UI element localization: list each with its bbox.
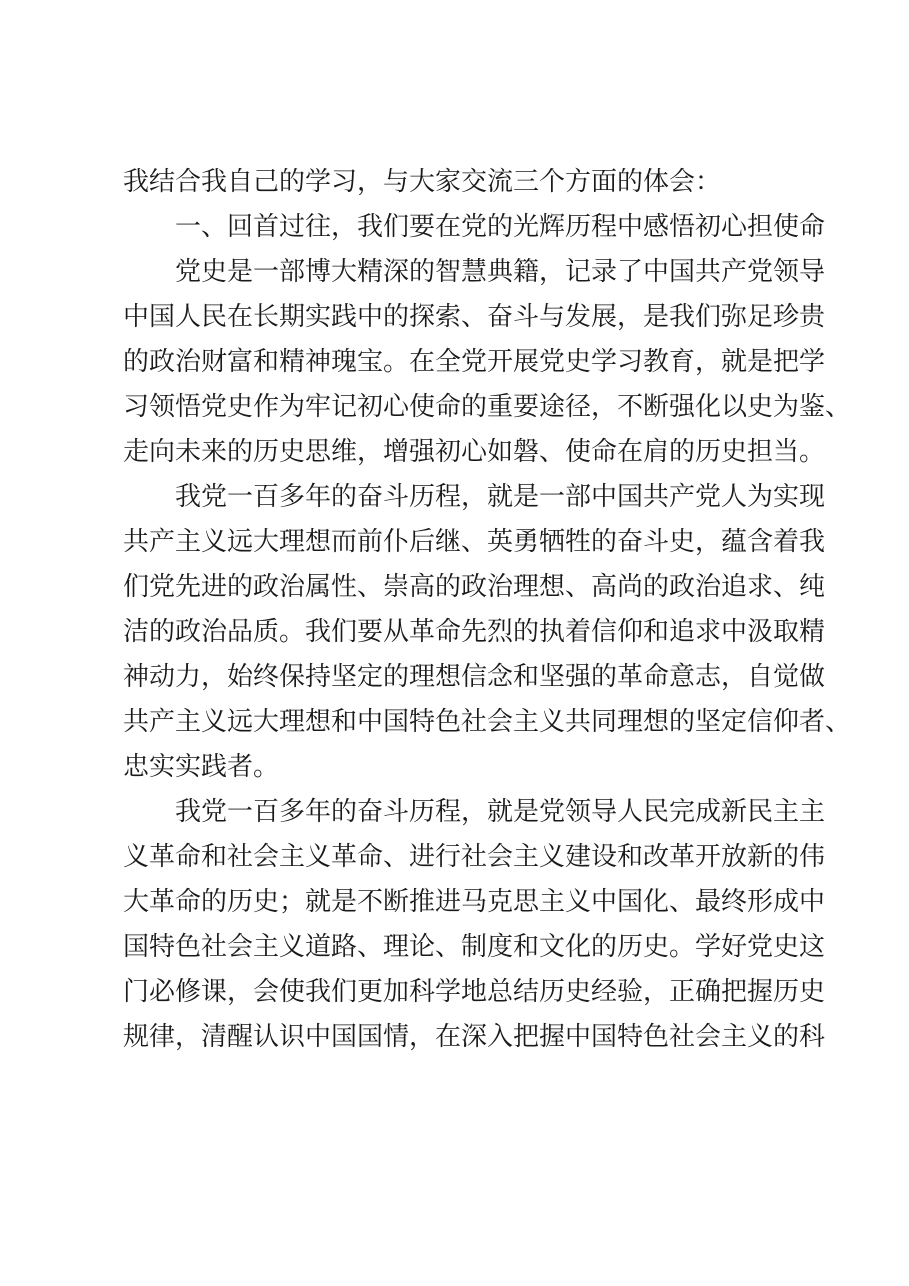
paragraph-line: 们党先进的政治属性、崇高的政治理想、高尚的政治追求、纯 [123,572,826,602]
paragraph-line: 规律，清醒认识中国国情，在深入把握中国特色社会主义的科 [123,1022,826,1052]
paragraph-line: 习领悟党史作为牢记初心使命的重要途径，不断强化以史为鉴、 [123,392,852,422]
paragraph-line: 我党一百多年的奋斗历程，就是党领导人民完成新民主主 [175,797,826,827]
paragraph-line: 共产主义远大理想而前仆后继、英勇牺牲的奋斗史，蕴含着我 [123,527,826,557]
paragraph-line: 我党一百多年的奋斗历程，就是一部中国共产党人为实现 [175,482,826,512]
paragraph-line: 共产主义远大理想和中国特色社会主义共同理想的坚定信仰者、 [123,707,852,737]
paragraph-line: 大革命的历史；就是不断推进马克思主义中国化、最终形成中 [123,887,826,917]
paragraph-line: 党史是一部博大精深的智慧典籍，记录了中国共产党领导 [175,257,826,287]
paragraph-3 [123,790,826,1060]
paragraph-line: 义革命和社会主义革命、进行社会主义建设和改革开放新的伟 [123,842,826,872]
intro-line: 我结合我自己的学习，与大家交流三个方面的体会： [123,167,722,197]
paragraph-line: 走向未来的历史思维，增强初心如磐、使命在肩的历史担当。 [123,437,826,467]
paragraph-line: 国特色社会主义道路、理论、制度和文化的历史。学好党史这 [123,932,826,962]
document-page [123,160,852,1060]
paragraph-1 [123,250,852,475]
section-heading: 一、回首过往，我们要在党的光辉历程中感悟初心担使命 [175,212,826,242]
paragraph-line: 忠实实践者。 [123,752,280,782]
paragraph-line: 的政治财富和精神瑰宝。在全党开展党史学习教育，就是把学 [123,347,826,377]
paragraph-line: 中国人民在长期实践中的探索、奋斗与发展，是我们弥足珍贵 [123,302,826,332]
paragraph-line: 神动力，始终保持坚定的理想信念和坚强的革命意志，自觉做 [123,662,826,692]
paragraph-2 [123,475,852,790]
paragraph-line: 洁的政治品质。我们要从革命先烈的执着信仰和追求中汲取精 [123,617,826,647]
paragraph-line: 门必修课，会使我们更加科学地总结历史经验，正确把握历史 [123,977,826,1007]
